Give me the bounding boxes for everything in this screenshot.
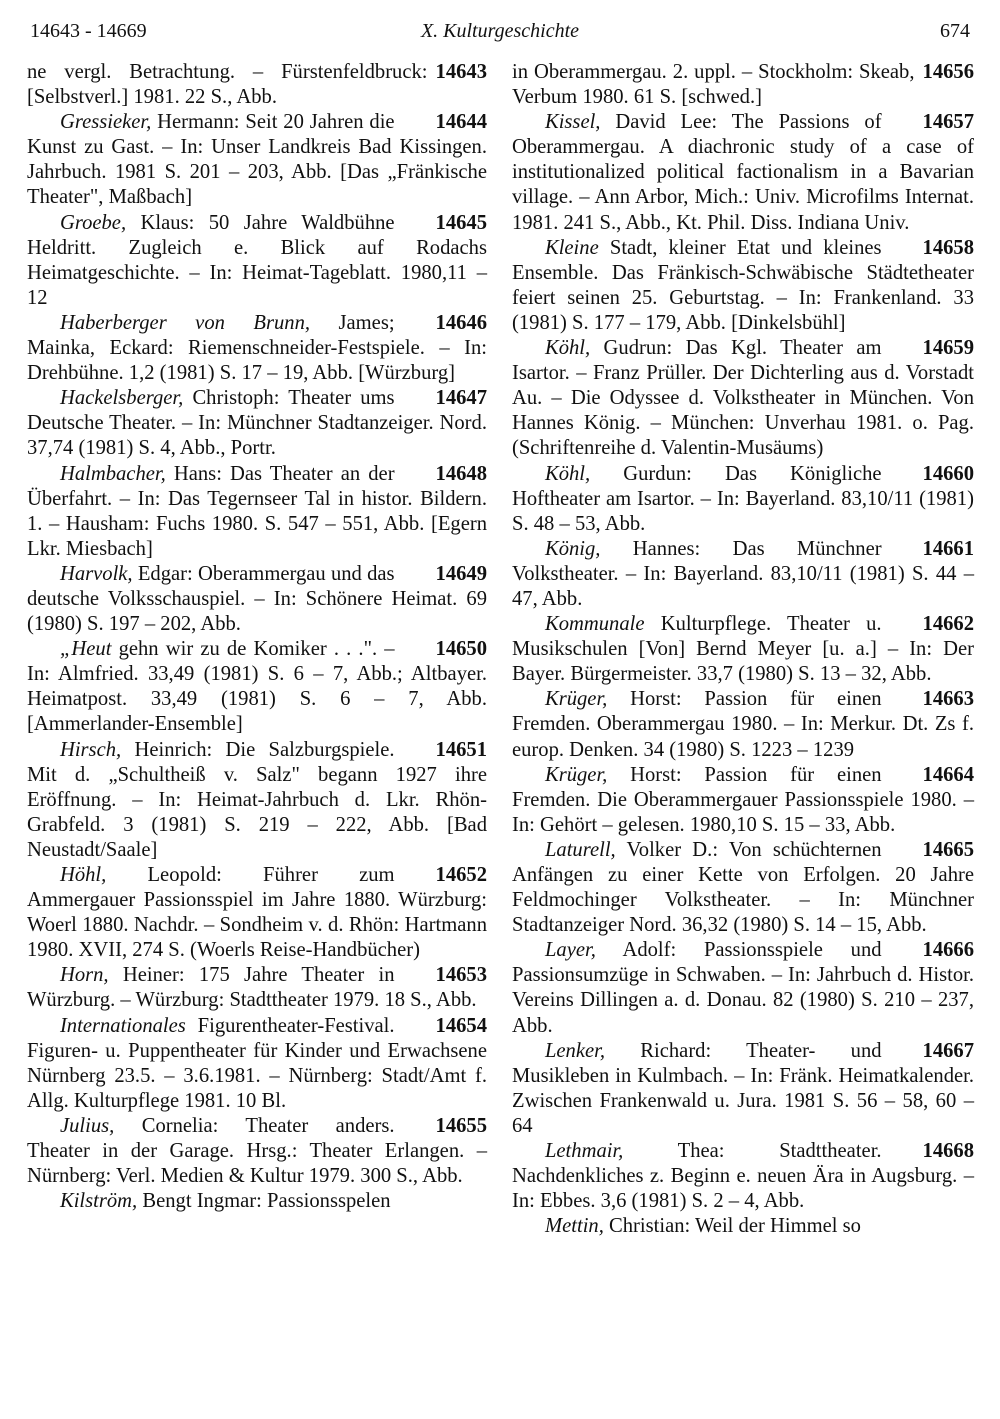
entry-text: ne vergl. Betrachtung. – Fürstenfeldbruck: [Selbstverl.] 1981. 22 S., Abb.	[27, 61, 428, 109]
entry-author: Kommunale	[544, 613, 645, 636]
entry-number: 14660	[922, 462, 974, 485]
entry-author: Mettin,	[544, 1215, 604, 1238]
right-column	[512, 60, 974, 1239]
bibliography-entry	[512, 537, 974, 612]
bibliography-entry	[512, 1214, 974, 1239]
entry-author: Hackelsberger,	[59, 387, 184, 410]
bibliography-entry	[27, 637, 487, 737]
entry-text: Kulturpflege. Theater u. Musikschulen [Von] Bernd Meyer [u. a.] – In: Der Bayer. Bürgermeister. 33,7 (1980) S. 13 – 32, Abb.	[512, 613, 974, 686]
entry-text: Christian: Weil der Himmel so	[603, 1215, 861, 1238]
entry-author: Groebe,	[59, 211, 127, 234]
entry-number: 14666	[922, 939, 974, 962]
entry-author: Haberberger von Brunn,	[59, 311, 311, 334]
entry-number: 14658	[922, 236, 974, 259]
entry-number: 14668	[922, 1140, 974, 1163]
entry-text: James; Mainka, Eckard: Riemenschneider-Festspiele. – In: Drehbühne. 1,2 (1981) S. 17 – 19, Abb. [Würzburg]	[27, 311, 487, 385]
entry-text: Hermann: Seit 20 Jahren die Kunst zu Gast. – In: Unser Landkreis Bad Kissingen. Jahrbuch. 1981 S. 201 – 203, Abb. [Das „Fränkische Theater", Maßbach]	[27, 111, 487, 209]
entry-text: in Oberammergau. 2. uppl. – Stockholm: Skeab, Verbum 1980. 61 S. [schwed.]	[512, 61, 915, 109]
entry-text: Horst: Passion für einen Fremden. Oberammergau 1980. – In: Merkur. Dt. Zs f. europ. Denken. 34 (1980) S. 1223 – 1239	[512, 688, 974, 761]
bibliography-entry	[512, 1139, 974, 1214]
entry-number: 14648	[435, 462, 487, 485]
entry-author: Kissel,	[544, 111, 601, 134]
entry-number: 14659	[922, 337, 974, 360]
bibliography-entry	[27, 738, 487, 863]
entry-number: 14661	[922, 537, 974, 560]
entry-number: 14649	[435, 562, 487, 585]
entry-number: 14656	[922, 61, 974, 83]
bibliography-entry	[27, 311, 487, 386]
entry-text: Thea: Stadttheater. Nachdenkliches z. Beginn e. neuen Ära in Augsburg. – In: Ebbes. 3,6 (1981) S. 2 – 4, Abb.	[512, 1140, 974, 1213]
entry-author: Hirsch,	[59, 738, 122, 761]
entry-number: 14651	[435, 738, 487, 761]
entry-author: König,	[544, 537, 601, 560]
bibliography-entry	[512, 612, 974, 687]
bibliography-entry	[27, 562, 487, 637]
bibliography-entry	[512, 1039, 974, 1139]
bibliography-entry	[512, 60, 974, 110]
entry-author: Julius,	[59, 1114, 115, 1137]
entry-text: Adolf: Passionsspiele und Passionsumzüge in Schwaben. – In: Jahrbuch d. Histor. Vereins Dillingen a. d. Donau. 82 (1980) S. 210 – 237, Abb.	[512, 939, 974, 1037]
bibliography-entry	[27, 963, 487, 1013]
bibliography-entry	[512, 938, 974, 1038]
entry-number: 14665	[922, 838, 974, 861]
entry-text: Figurentheater-Festival. Figuren- u. Puppentheater für Kinder und Erwachsene Nürnberg 23.5. – 3.6.1981. – Nürnberg: Stadt/Amt f. Allg. Kulturpflege 1981. 10 Bl.	[27, 1014, 487, 1112]
entry-number: 14650	[435, 638, 487, 661]
bibliography-entry	[27, 863, 487, 963]
entry-number: 14653	[435, 964, 487, 987]
page-number: 674	[940, 20, 970, 42]
bibliography-entry	[27, 1014, 487, 1114]
entry-text: Hans: Das Theater an der Überfahrt. – In: Das Tegernseer Tal in histor. Bildern. 1. – Hausham: Fuchs 1980. S. 547 – 551, Abb. [Egern Lkr. Miesbach]	[27, 462, 487, 560]
entry-number: 14647	[435, 387, 487, 410]
bibliography-entry	[512, 687, 974, 762]
entry-number: 14667	[922, 1039, 974, 1062]
entry-author: Kleine	[544, 236, 599, 259]
entry-author: Köhl,	[544, 462, 591, 485]
entry-number: 14646	[435, 311, 487, 334]
entry-author: Köhl,	[544, 337, 591, 360]
bibliography-entry	[512, 336, 974, 461]
entry-text: Christoph: Theater ums Deutsche Theater. – In: Münchner Stadtanzeiger. Nord. 37,74 (1981) S. 4, Abb., Portr.	[27, 387, 487, 460]
entry-text: Volker D.: Von schüchternen Anfängen zu einer Kette von Erfolgen. 20 Jahre Feldmochinger Volkstheater. – In: Münchner Stadtanzeiger Nord. 36,32 (1980) S. 14 – 15, Abb.	[512, 838, 974, 937]
entry-author: Lenker,	[544, 1039, 606, 1062]
entry-text: gehn wir zu de Komiker . . .". – In: Almfried. 33,49 (1981) S. 6 – 7, Abb.; Altbayer. Heimatpost. 33,49 (1981) S. 6 – 7, Abb. [Ammerlander-Ensemble]	[27, 638, 487, 736]
left-column	[27, 60, 487, 1214]
bibliography-entry	[27, 1114, 487, 1189]
bibliography-entry	[27, 211, 487, 311]
entry-author: Layer,	[544, 939, 596, 962]
bibliography-entry	[512, 110, 974, 235]
bibliography-entry	[512, 838, 974, 938]
entry-text: Horst: Passion für einen Fremden. Die Oberammergauer Passionsspiele 1980. – In: Gehört – gelesen. 1980,10 S. 15 – 33, Abb.	[512, 763, 974, 836]
entry-text: Gurdun: Das Königliche Hoftheater am Isartor. – In: Bayerland. 83,10/11 (1981) S. 48 – 53, Abb.	[512, 462, 974, 535]
bibliography-entry	[27, 1189, 487, 1214]
bibliography-entry	[512, 236, 974, 336]
bibliography-entry	[27, 386, 487, 461]
entry-text: Leopold: Führer zum Ammergauer Passionsspiel im Jahre 1880. Würzburg: Woerl 1880. Nachdr. – Sondheim v. d. Rhön: Hartmann 1980. XVII, 274 S. (Woerls Reise-Handbücher)	[27, 864, 487, 962]
entry-number: 14663	[922, 688, 974, 711]
entry-number: 14655	[435, 1114, 487, 1137]
entry-author: Krüger,	[544, 763, 608, 786]
section-title: X. Kulturgeschichte	[420, 20, 580, 42]
entry-number: 14654	[435, 1014, 487, 1037]
entry-author: „Heut	[59, 638, 112, 661]
entry-text: Hannes: Das Münchner Volkstheater. – In: Bayerland. 83,10/11 (1981) S. 44 – 47, Abb.	[512, 537, 974, 610]
entry-number: 14664	[922, 763, 974, 786]
entry-author: Höhl,	[59, 864, 107, 886]
entry-text: Gudrun: Das Kgl. Theater am Isartor. – Franz Prüller. Der Dichterling aus d. Vorstadt Au. – Die Odyssee d. Volkstheater in München. Von Hannes König. – München: Unverhau 1981. o. Pag. (Schriftenreihe d. Valentin-Musäums)	[512, 337, 974, 460]
entry-author: Lethmair,	[544, 1140, 624, 1163]
entry-text: David Lee: The Passions of Oberammergau. A diachronic study of a case of institutionalized political factionalism in a Bavarian village. – Ann Arbor, Mich.: Univ. Microfilms Internat. 1981. 241 S., Abb., Kt. Phil. Diss. Indiana Univ.	[512, 111, 974, 234]
bibliography-entry	[512, 763, 974, 838]
entry-author: Halmbacher,	[59, 462, 166, 485]
entry-author: Horn,	[59, 964, 109, 987]
entry-author: Harvolk,	[59, 562, 133, 585]
bibliography-entry	[27, 462, 487, 562]
entry-number: 14662	[922, 613, 974, 636]
entry-text: Heiner: 175 Jahre Theater in Würzburg. – Würzburg: Stadttheater 1979. 18 S., Abb.	[27, 964, 477, 1012]
entry-text: Richard: Theater- und Musikleben in Kulmbach. – In: Fränk. Heimatkalender. Zwischen Frankenwald u. Jura. 1981 S. 56 – 58, 60 – 64	[512, 1039, 974, 1137]
entry-text: Edgar: Oberammergau und das deutsche Volksschauspiel. – In: Schönere Heimat. 69 (1980) S. 197 – 202, Abb.	[27, 562, 487, 636]
entry-author: Gressieker,	[59, 111, 152, 134]
entry-text: Cornelia: Theater anders. Theater in der Garage. Hrsg.: Theater Erlangen. – Nürnberg: Verl. Medien & Kultur 1979. 300 S., Abb.	[27, 1114, 487, 1188]
entry-number: 14652	[435, 864, 487, 886]
entry-text: Bengt Ingmar: Passionsspelen	[137, 1190, 391, 1213]
entry-text: Klaus: 50 Jahre Waldbühne Heldritt. Zugleich e. Blick auf Rodachs Heimatgeschichte. – In: Heimat-Tageblatt. 1980,11 – 12	[27, 211, 487, 309]
page-header	[30, 20, 970, 54]
bibliography-entry	[27, 110, 487, 210]
entry-text: Stadt, kleiner Etat und kleines Ensemble. Das Fränkisch-Schwäbische Städtetheater feiert seinen 25. Geburtstag. – In: Frankenland. 33 (1981) S. 177 – 179, Abb. [Dinkelsbühl]	[512, 236, 974, 334]
bibliography-entry	[512, 462, 974, 537]
bibliography-entry	[27, 60, 487, 110]
entry-range: 14643 - 14669	[30, 20, 147, 42]
entry-text: Heinrich: Die Salzburgspiele. Mit d. „Schultheiß v. Salz" begann 1927 ihre Eröffnung. – In: Heimat-Jahrbuch d. Lkr. Rhön-Grabfeld. 3 (1981) S. 219 – 222, Abb. [Bad Neustadt/Saale]	[27, 738, 487, 861]
entry-number: 14643	[435, 61, 487, 83]
entry-number: 14645	[435, 211, 487, 234]
entry-number: 14644	[435, 111, 487, 134]
entry-author: Internationales	[59, 1014, 186, 1037]
entry-author: Kilström,	[59, 1190, 138, 1213]
entry-number: 14657	[922, 111, 974, 134]
entry-author: Laturell,	[544, 838, 616, 861]
entry-author: Krüger,	[544, 688, 608, 711]
